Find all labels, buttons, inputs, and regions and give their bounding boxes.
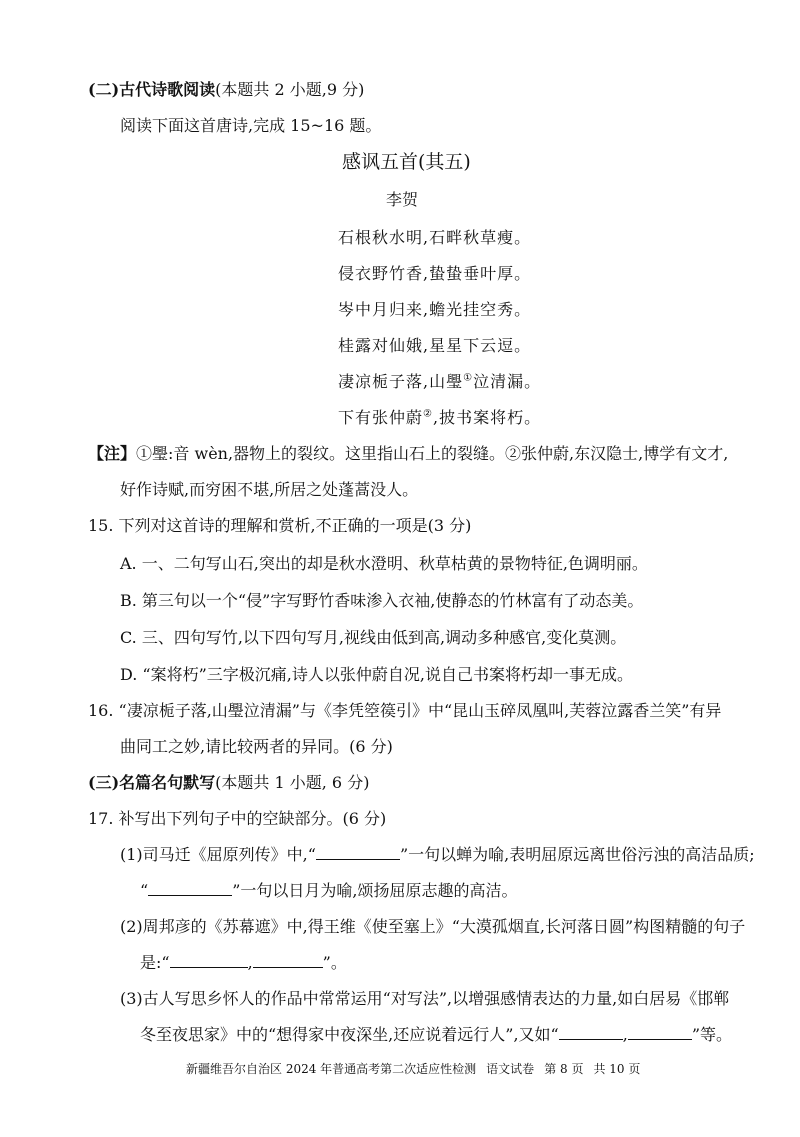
poem-line	[338, 406, 541, 430]
fill-blank[interactable]	[628, 1025, 692, 1040]
option-c: C. 三、四句写竹,以下四句写月,视线由低到高,调动多种感官,变化莫测。	[120, 628, 627, 647]
poem-text: 下有张仲蔚	[338, 408, 424, 427]
poem-line: 侵衣野竹香,蛰蛰垂叶厚。	[338, 264, 532, 283]
fill-blank[interactable]	[170, 953, 248, 968]
question-15-stem: 15. 下列对这首诗的理解和赏析,不正确的一项是(3 分)	[88, 516, 472, 535]
q17-text: ”一句以日月为喻,颂扬屈原志趣的高洁。	[232, 881, 518, 900]
q17-text: ,	[622, 1025, 628, 1044]
exam-name: 新疆维吾尔自治区 2024 年普通高考第二次适应性检测	[186, 1062, 477, 1076]
poem-title: 感讽五首(其五)	[342, 151, 471, 173]
annotation-text: 好作诗赋,而穷困不堪,所居之处蓬蒿没人。	[120, 480, 419, 499]
section-heading-recitation	[88, 771, 369, 795]
fill-blank[interactable]	[559, 1025, 623, 1040]
section-heading-poetry	[88, 78, 364, 102]
option-a: A. 一、二句写山石,突出的却是秋水澄明、秋草枯黄的景物特征,色调明丽。	[120, 554, 648, 573]
section-note: (本题共 1 小题, 6 分)	[215, 773, 370, 792]
q17-part-2-cont	[140, 951, 347, 975]
page-footer	[186, 1061, 650, 1077]
q17-part-1-cont	[140, 879, 517, 903]
q17-text: ”一句以蝉为喻,表明屈原远离世俗污浊的高洁品质;	[399, 845, 755, 864]
poem-line: 桂露对仙娥,星星下云逗。	[338, 336, 532, 355]
q17-part-1	[120, 843, 755, 867]
q17-text: ”。	[322, 953, 347, 972]
poem-line	[338, 370, 541, 394]
q17-part-3: (3)古人写思乡怀人的作品中常常运用“对写法”,以增强感情表达的力量,如白居易《邯郸	[120, 989, 730, 1008]
section-title: (二)古代诗歌阅读	[88, 80, 216, 99]
q17-text: (1)司马迁《屈原列传》中,“	[120, 845, 316, 864]
q17-text: ”等。	[691, 1025, 732, 1044]
q17-part-2: (2)周邦彦的《苏幕遮》中,得王维《使至塞上》“大漠孤烟直,长河落日圆”构图精髓的句子	[120, 917, 746, 936]
poem-text: 凄凉栀子落,山璺	[338, 372, 464, 391]
footnote-mark: ①	[463, 372, 474, 384]
annotation-label: 【注】	[88, 444, 137, 463]
page-number: 第 8 页	[544, 1062, 584, 1076]
poem-text: 泣清漏。	[473, 372, 542, 391]
section-note: (本题共 2 小题,9 分)	[215, 80, 365, 99]
poem-line: 石根秋水明,石畔秋草瘦。	[338, 228, 532, 247]
q17-text: 是:“	[140, 953, 170, 972]
poem-author: 李贺	[386, 190, 419, 209]
page-total: 共 10 页	[593, 1062, 641, 1076]
annotation	[88, 442, 728, 466]
question-16-stem-cont: 曲同工之妙,请比较两者的异同。(6 分)	[120, 737, 393, 756]
poem-line: 岑中月归来,蟾光挂空秀。	[338, 300, 532, 319]
question-16-stem: 16. “凄凉栀子落,山璺泣清漏”与《李凭箜篌引》中“昆山玉碎凤凰叫,芙蓉泣露香兰笑”有异	[88, 701, 722, 720]
q17-text: ,	[247, 953, 253, 972]
poem-text: ,披书案将朽。	[432, 408, 542, 427]
reading-instruction: 阅读下面这首唐诗,完成 15~16 题。	[120, 116, 382, 135]
q17-part-3-cont	[140, 1023, 732, 1047]
q17-text: “	[140, 881, 149, 900]
option-b: B. 第三句以一个“侵”字写野竹香味渗入衣袖,使静态的竹林富有了动态美。	[120, 591, 644, 610]
subject-name: 语文试卷	[486, 1062, 535, 1076]
section-title: (三)名篇名句默写	[88, 773, 216, 792]
annotation-text: ①璺:音 wèn,器物上的裂纹。这里指山石上的裂缝。②张仲蔚,东汉隐士,博学有文才,	[136, 444, 729, 463]
fill-blank[interactable]	[148, 881, 232, 896]
fill-blank[interactable]	[253, 953, 323, 968]
fill-blank[interactable]	[316, 845, 400, 860]
question-17-stem: 17. 补写出下列句子中的空缺部分。(6 分)	[88, 809, 387, 828]
q17-text: 冬至夜思家》中的“想得家中夜深坐,还应说着远行人”,又如“	[140, 1025, 559, 1044]
footnote-mark: ②	[423, 408, 433, 420]
option-d: D. “案将朽”三字极沉痛,诗人以张仲蔚自况,说自己书案将朽却一事无成。	[120, 665, 633, 684]
